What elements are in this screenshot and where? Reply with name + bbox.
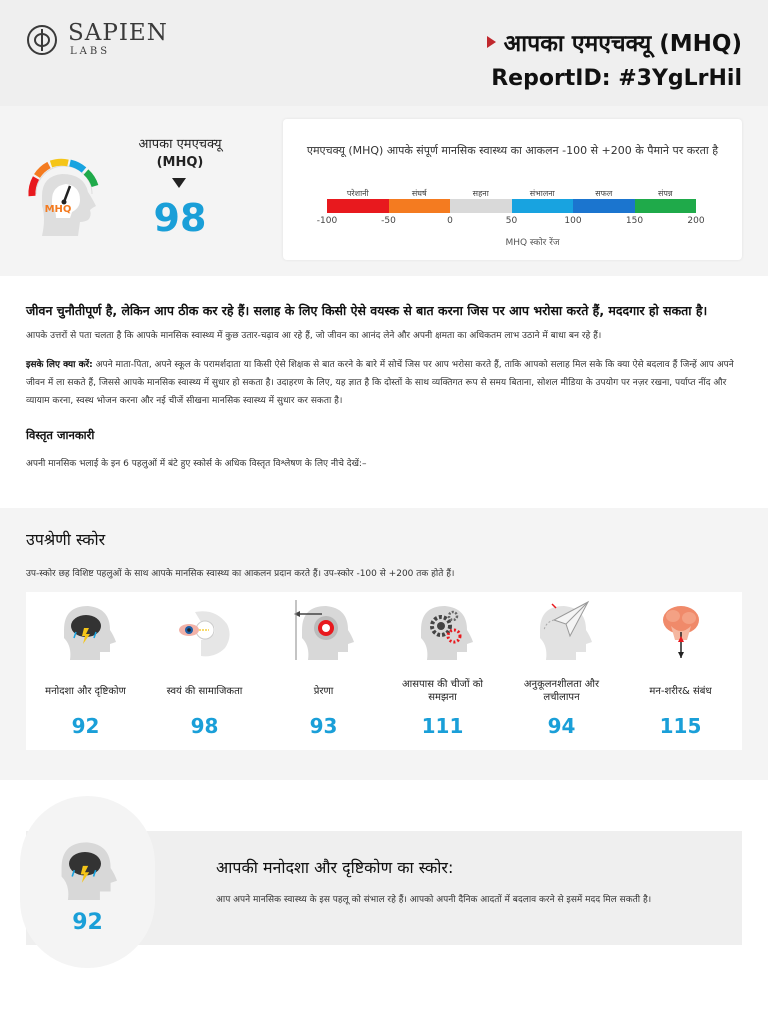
scale-tick-label: -50 — [381, 216, 396, 226]
range-label: MHQ स्कोर रेंज — [505, 238, 560, 248]
range-segment-5 — [635, 199, 697, 213]
gauge-label: MHQ — [44, 204, 72, 215]
range-segment-2 — [450, 199, 512, 213]
logo-line2: LABS — [70, 46, 111, 57]
report-header — [0, 0, 768, 106]
subcategory-label: मन-शरीर& संबंध — [649, 685, 712, 697]
subcategory-card-adaptability — [502, 592, 621, 750]
subcategory-section — [0, 508, 768, 780]
paper-plane-head-icon — [532, 600, 592, 660]
details-text: अपनी मानसिक भलाई के इन 6 पहलुओं में बंटे हुए स्कोर्स के अधिक विस्तृत विश्लेषण के लिए नीचे देखें:– — [26, 459, 367, 469]
subcategory-score: 94 — [547, 714, 576, 738]
range-segment-label: संघर्ष — [411, 189, 427, 198]
subcategory-card-cognition — [383, 592, 502, 750]
eye-target-icon — [175, 600, 235, 660]
logo-line1: SAPIEN — [68, 20, 168, 46]
range-segment-3 — [512, 199, 574, 213]
title-arrow-icon — [487, 36, 496, 48]
subcategory-label: स्वयं की सामाजिकता — [166, 685, 243, 697]
mood-detail-text: आप अपने मानसिक स्वास्थ्य के इस पहलू को संभाल रहे हैं। आपको अपनी दैनिक आदतों में बदलाव करने से इसमें मदद मिल सकती है। — [216, 895, 652, 905]
phi-logo-icon — [26, 24, 58, 56]
sapien-labs-logo — [26, 22, 168, 57]
page-title: आपका एमएचक्यू (MHQ) — [503, 31, 742, 57]
mhq-scale-card — [283, 119, 742, 260]
subcategory-cards — [26, 592, 742, 750]
subcategory-description: उप-स्कोर छह विशिष्ट पहलुओं के साथ आपके मानसिक स्वास्थ्य का आकलन प्रदान करते हैं। उप-स्कोर -100 से +200 तक होते हैं। — [26, 569, 455, 579]
action-label: इसके लिए क्या करें: — [26, 360, 93, 370]
action-text: अपने माता-पिता, अपने स्कूल के परामर्शदाता या किसी ऐसे शिक्षक से बात करने के बारे में सोचें जिस पर आप भरोसा करते हैं, ताकि आपको सलाह मिल सके कि क्या ऐसे बदलाव हैं जिन्हें आप अपने जीवन में ला सकते हैं, जिससे आपके मानसिक स्वास्थ्य में सुधार हो सकता है। उदाहरण के लिए, यह ज्ञात है कि दोस्तों के साथ व्यक्तिगत रूप से समय बिताना, सोशल मीडिया के उपयोग पर नज़र रखना, पर्याप्त नींद और व्यायाम करना, स्वस्थ भोजन करना और नई चीजें सीखना मानसिक स्वास्थ्य में सुधार कर सकता है। — [26, 360, 734, 406]
mhq-caption-line1: आपका एमएचक्यू — [138, 137, 222, 152]
summary-paragraph: आपके उत्तरों से पता चलता है कि आपके मानसिक स्वास्थ्य में कुछ उतार-चढ़ाव आ रहे हैं, जो जीवन का आनंद लेने और अपनी क्षमता का अधिकतम लाभ उठाने में बाधा बन रहे हैं। — [26, 331, 602, 341]
subcategory-card-social-self — [145, 592, 264, 750]
subcategory-card-mood — [26, 592, 145, 750]
subcategory-card-drive — [264, 592, 383, 750]
mhq-caption-line2: (MHQ) — [156, 155, 204, 170]
details-title: विस्तृत जानकारी — [26, 428, 95, 442]
down-triangle-icon — [172, 178, 186, 188]
mood-detail-title: आपकी मनोदशा और दृष्टिकोण का स्कोर: — [216, 858, 454, 877]
scale-ticks — [316, 216, 705, 228]
subcategory-label: आसपास की चीजों को समझना — [401, 679, 484, 703]
scale-tick-label: 50 — [505, 216, 518, 226]
mhq-gauge-head-icon — [22, 146, 106, 238]
range-segment-0 — [327, 199, 389, 213]
mhq-range-bar — [327, 199, 696, 213]
subcategory-score: 93 — [309, 714, 338, 738]
range-segment-label: सफल — [595, 189, 613, 198]
scale-tick-label: 0 — [447, 216, 453, 226]
range-segment-label: संपन्न — [657, 189, 673, 198]
subcategory-score: 98 — [190, 714, 219, 738]
brain-body-icon — [651, 600, 711, 660]
subcategory-heading: उपश्रेणी स्कोर — [26, 530, 106, 549]
subcategory-label: मनोदशा और दृष्टिकोण — [45, 685, 126, 697]
range-segment-label: परेशानी — [346, 189, 369, 198]
range-segment-1 — [389, 199, 451, 213]
scale-tick-label: 100 — [564, 216, 582, 226]
scale-tick-label: -100 — [316, 216, 338, 226]
subcategory-score: 115 — [659, 714, 702, 738]
subcategory-label: प्रेरणा — [313, 685, 334, 697]
range-segment-label: सहना — [472, 189, 489, 198]
subcategory-card-mind-body — [621, 592, 740, 750]
arrow-target-head-icon — [294, 600, 354, 660]
scale-tick-label: 200 — [687, 216, 705, 226]
storm-cloud-head-icon — [56, 600, 116, 660]
mood-detail-score: 92 — [72, 910, 103, 935]
subcategory-score: 92 — [71, 714, 100, 738]
overall-score-section — [0, 106, 768, 276]
summary-headline: जीवन चुनौतीपूर्ण है, लेकिन आप ठीक कर रहे हैं। सलाह के लिए किसी ऐसे वयस्क से बात करना जिस पर आप भरोसा करते हैं, मददगार हो सकता है। — [26, 303, 708, 318]
scale-tick-label: 150 — [625, 216, 644, 226]
range-segment-4 — [573, 199, 635, 213]
overall-mhq-score: 98 — [153, 196, 207, 240]
subcategory-label: अनुकूलनशीलता और लचीलापन — [523, 679, 600, 703]
scale-description: एमएचक्यू (MHQ) आपके संपूर्ण मानसिक स्वास्थ्य का आकलन -100 से +200 के पैमाने पर करता है — [306, 144, 719, 157]
action-paragraph — [26, 356, 742, 410]
gears-head-icon — [413, 600, 473, 660]
report-id: ReportID: #3YgLrHil — [491, 66, 742, 91]
storm-cloud-head-icon — [53, 834, 117, 902]
subcategory-score: 111 — [421, 714, 464, 738]
range-segment-label: संभालना — [529, 189, 555, 198]
